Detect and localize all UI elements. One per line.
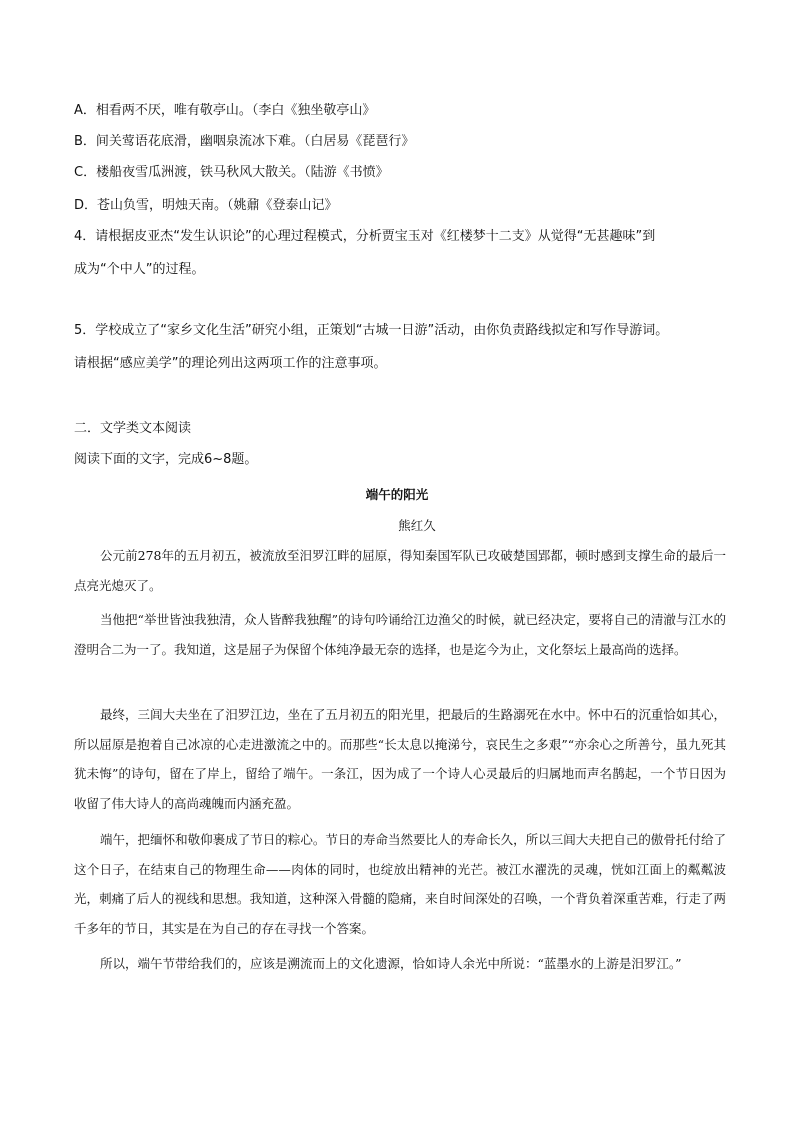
- article-paragraph-1: 公元前278年的五月初五，被流放至汨罗江畔的屈原，得知秦国军队已攻破楚国郢都，顿时感到支撑生命的最后一点亮光熄灭了。: [74, 548, 726, 593]
- question-5-line-2: 请根据“感应美学”的理论列出这两项工作的注意事项。: [74, 356, 387, 371]
- option-b: B．间关莺语花底滑，幽咽泉流冰下难。（白居易《琵琶行》: [74, 134, 415, 149]
- article-paragraph-5: 所以，端午节带给我们的，应该是溯流而上的文化遗源，恰如诗人余光中所说：“蓝墨水的上游是汨罗江。”: [100, 956, 682, 971]
- question-4-line-1: 4．请根据皮亚杰“发生认识论”的心理过程模式，分析贾宝玉对《红楼梦十二支》从觉得“无甚趣味”到: [74, 229, 656, 244]
- article-author: 熊红久: [398, 518, 436, 533]
- article-paragraph-3: 最终，三闾大夫坐在了汨罗江边，坐在了五月初五的阳光里，把最后的生路溺死在水中。怀中石的沉重恰如其心，所以屈原是抱着自己冰凉的心走进激流之中的。而那些“长太息以掩涕兮，哀民生之多艰”“亦余心之所善兮，虽九死其犹未悔”的诗句，留在了岸上，留给了端午。一条江，因为成了一个诗人心灵最后的归属地而声名鹊起，一个节日因为收留了伟大诗人的高尚魂魄而内涵充盈。: [74, 707, 726, 811]
- option-c: C．楼船夜雪瓜洲渡，铁马秋风大散关。（陆游《书愤》: [74, 165, 389, 180]
- article-title: 端午的阳光: [365, 487, 429, 502]
- option-d: D．苍山负雪，明烛天南。（姚鼐《登泰山记》: [74, 198, 338, 213]
- section-instruction: 阅读下面的文字，完成6~8题。: [74, 452, 258, 467]
- article-paragraph-4: 端午，把缅怀和敬仰裹成了节日的粽心。节日的寿命当然要比人的寿命长久，所以三闾大夫把自己的傲骨托付给了这个日子，在结束自己的物理生命——肉体的同时，也绽放出精神的光芒。被江水濯洗的灵魂，恍如江面上的粼粼波光，刺痛了后人的视线和思想。我知道，这种深入骨髓的隐痛，来自时间深处的召唤，一个背负着深重苦难，行走了两千多年的节日，其实是在为自己的存在寻找一个答案。: [74, 832, 726, 936]
- question-5-line-1: 5．学校成立了“家乡文化生活”研究小组，正策划“古城一日游”活动，由你负责路线拟定和写作导游词。: [74, 323, 669, 338]
- section-heading: 二．文学类文本阅读: [74, 421, 192, 436]
- question-4-line-2: 成为“个中人”的过程。: [74, 262, 205, 277]
- option-a: A．相看两不厌，唯有敬亭山。（李白《独坐敬亭山》: [74, 103, 376, 118]
- article-paragraph-2: 当他把“举世皆浊我独清，众人皆醉我独醒”的诗句吟诵给江边渔父的时候，就已经决定，要将自己的清澈与江水的澄明合二为一了。我知道，这是屈子为保留个体纯净最无奈的选择，也是迄今为止，文化祭坛上最高尚的选择。: [74, 612, 726, 657]
